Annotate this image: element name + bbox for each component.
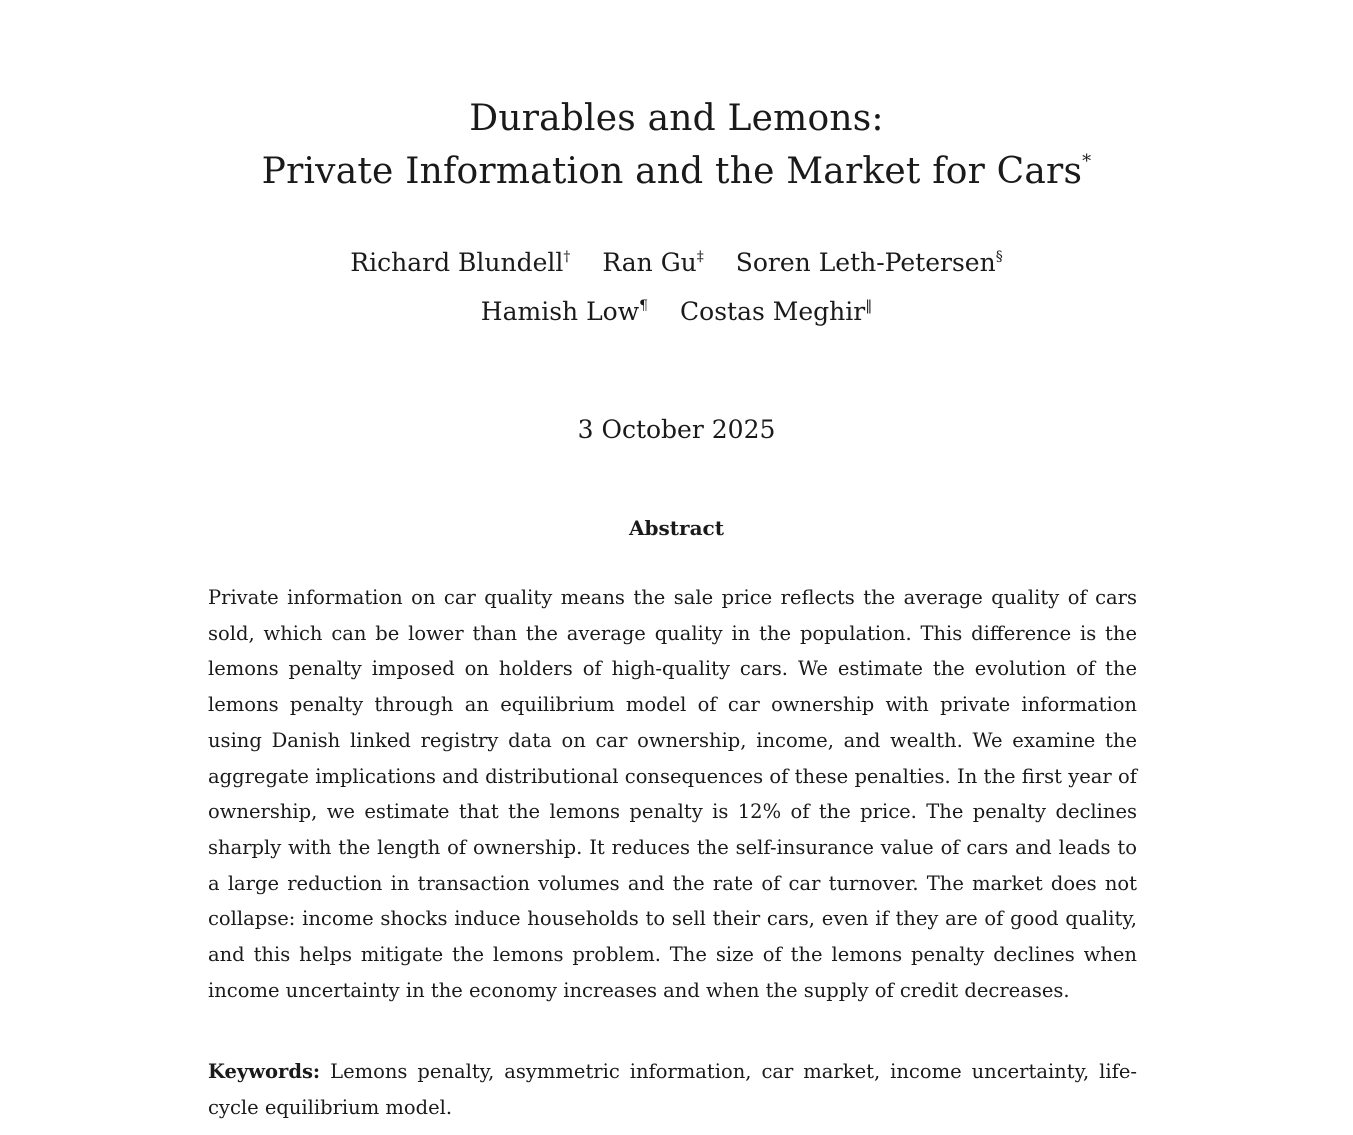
author-name: Hamish Low — [480, 297, 640, 326]
author-footnote-mark[interactable]: ‡ — [696, 249, 704, 265]
title-footnote-mark[interactable]: * — [1082, 151, 1092, 172]
author — [350, 248, 570, 277]
author-name: Ran Gu — [602, 248, 697, 277]
author — [602, 248, 703, 277]
keywords-label: Keywords: — [208, 1060, 321, 1083]
author-name: Soren Leth-Petersen — [735, 248, 996, 277]
author — [736, 248, 1003, 277]
title-line-1: Durables and Lemons: — [469, 98, 884, 139]
author-footnote-mark[interactable]: † — [563, 249, 571, 265]
paper-title — [0, 92, 1353, 198]
publication-date: 3 October 2025 — [577, 415, 776, 444]
keywords-text: Lemons penalty, asymmetric information, car market, income uncertainty, life-cycle equilibrium model. — [208, 1060, 1137, 1119]
author-footnote-mark[interactable]: ‖ — [865, 298, 873, 314]
abstract-body: Private information on car quality means the sale price reflects the average quality of cars sold, which can be lower than the average quality in the population. This difference is the lemons penalty imposed on holders of high-quality cars. We estimate the evolution of the lemons penalty through an equilibrium model of car ownership with private information using Danish linked registry data on car ownership, income, and wealth. We examine the aggregate implications and distributional consequences of these penalties. In the first year of ownership, we estimate that the lemons penalty is 12% of the price. The penalty declines sharply with the length of ownership. It reduces the self-insurance value of cars and leads to a large reduction in transaction volumes and the rate of car turnover. The market does not collapse: income shocks induce households to sell their cars, even if they are of good quality, and this helps mitigate the lemons problem. The size of the lemons penalty declines when income uncertainty in the economy increases and when the supply of credit decreases. — [208, 586, 1137, 1002]
keywords — [208, 1054, 1137, 1126]
author-list-row-2 — [0, 297, 1353, 326]
abstract-heading: Abstract — [629, 516, 724, 540]
author — [481, 297, 648, 326]
author-footnote-mark[interactable]: ¶ — [639, 298, 649, 314]
author — [680, 297, 872, 326]
title-line-2: Private Information and the Market for Cars — [261, 151, 1083, 192]
author-list-row-1 — [0, 248, 1353, 277]
author-name: Costas Meghir — [680, 297, 866, 326]
author-name: Richard Blundell — [350, 248, 564, 277]
author-footnote-mark[interactable]: § — [995, 249, 1003, 265]
